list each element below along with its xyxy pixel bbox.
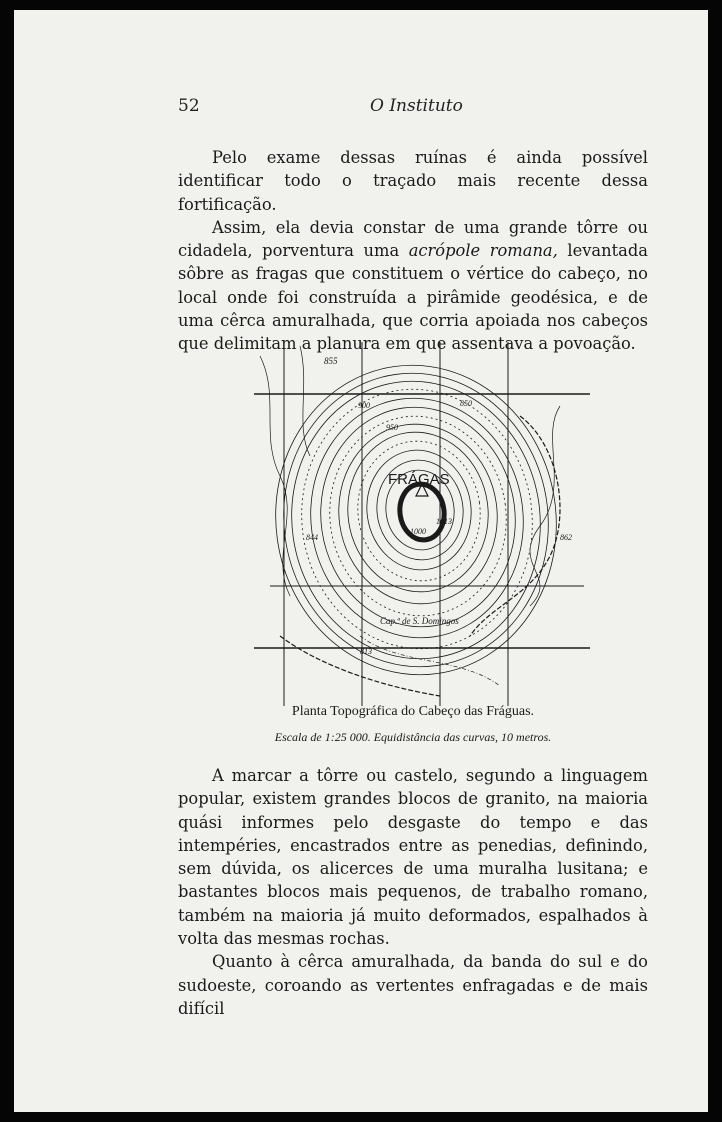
book-page — [14, 10, 708, 1112]
page-number: 52 — [178, 96, 200, 116]
cota-label: 950 — [386, 423, 398, 432]
chapel-label: Cap.ª de S. Domingos — [380, 616, 459, 626]
cota-label: 813 — [360, 647, 372, 656]
figure-scale-note: Escala de 1:25 000. Equidistância das curvas, 10 metros. — [274, 730, 552, 744]
paragraph: Quanto à cêrca amuralhada, da banda do sul e do sudoeste, coroando as vertentes enfragadas e de mais difícil — [178, 952, 648, 1018]
cota-label: 862 — [560, 533, 572, 542]
italic-term: acrópole romana, — [408, 241, 558, 261]
paragraph: Pelo exame dessas ruínas é ainda possível identificar todo o traçado mais recente dessa fortificação. — [178, 148, 648, 214]
paragraph: A marcar a tôrre ou castelo, segundo a linguagem popular, existem grandes blocos de granito, na maioria quási informes pelo desgaste do tempo e das intempéries, encastrados entre as penedias, definindo, sem dúvida, os alicerces de uma muralha lusitana; e bastantes blocos mais pequenos, de trabalho romano, também na maioria já muito deformados, espalhados à volta das mesmas rochas. — [178, 766, 648, 949]
body-text-bottom — [178, 764, 648, 1020]
summit-label: FRÁGAS — [388, 471, 450, 488]
cota-label: 850 — [460, 399, 472, 408]
body-text-top — [178, 146, 648, 356]
topographic-map — [240, 336, 596, 712]
page-header — [14, 96, 708, 120]
cota-label: 1000 — [410, 527, 426, 536]
running-title: O Instituto — [370, 96, 463, 116]
cota-label: 844 — [306, 533, 318, 542]
cota-label: 855 — [324, 356, 338, 366]
cota-label: 900 — [358, 401, 370, 410]
paragraph: Assim, ela devia constar de uma grande tôrre ou cidadela, porventura uma acrópole romana, levantada sôbre as fragas que constituem o vértice do cabeço, no local onde foi construída a pirâmide geodésica, e de uma cêrca amuralhada, que corria apoiada nos cabeços que delimitam a planura em que assentava a povoação. — [178, 217, 648, 354]
cota-label: 1013 — [436, 517, 452, 526]
figure-caption: Planta Topográfica do Cabeço das Fráguas. — [291, 704, 535, 719]
